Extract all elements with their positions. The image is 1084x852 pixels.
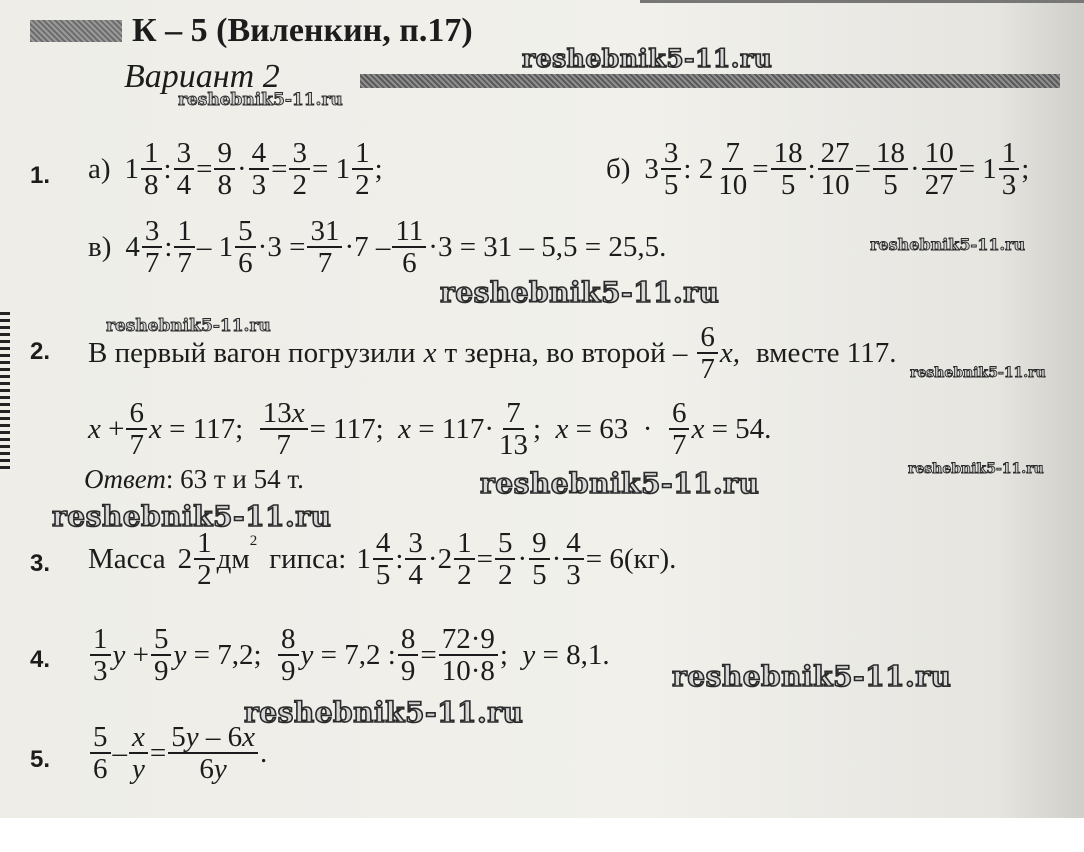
watermark: reshebnik5-11.ru: [908, 461, 1044, 477]
task2-text: В первый вагон погрузили: [88, 336, 416, 369]
watermark: reshebnik5-11.ru: [870, 235, 1026, 254]
part-label: а): [88, 152, 111, 185]
task1-part-v: в) 4 $\frac{3}{7}$ : $\frac{1}{7}$ – 1 $\frac{5}{6}$ ·3 = $\frac{31}{7}$ ·7 – $\frac{11}{6}$ ·3 = 31 – 5,5 = 25,5.: [88, 215, 667, 280]
variant-label: Вариант 2: [124, 58, 280, 95]
task-number: 5.: [30, 746, 51, 773]
answer-value: : 63 т и 54 т.: [165, 464, 304, 494]
part-label: б): [606, 152, 631, 185]
task1-part-b: б) 3 $\frac{3}{5}$ : 2 $\frac{7}{10}$ = $\frac{18}{5}$ : $\frac{27}{10}$ = $\frac{18}{5}$ · $\frac{10}{27}$ = 1 $\frac{1}{3}$ ;: [606, 137, 1030, 202]
task5-solution: $\frac{5}{6}$ – $\frac{x}{y}$ = $\frac{5y - 6x}{6y}$ .: [88, 722, 267, 785]
watermark: reshebnik5-11.ru: [178, 90, 343, 110]
watermark: reshebnik5-11.ru: [244, 696, 524, 729]
watermark: reshebnik5-11.ru: [52, 500, 332, 533]
task2-text: т зерна, во второй –: [444, 336, 688, 369]
page-title: К – 5 (Виленкин, п.17): [132, 12, 473, 49]
task-number: 3.: [30, 550, 51, 577]
task-number: 2.: [30, 338, 51, 365]
watermark: reshebnik5-11.ru: [106, 316, 271, 336]
task3-solution: Масса 2 $\frac{1}{2}$ дм 2 гипса: 1 $\frac{4}{5}$ : $\frac{3}{4}$ ·2 $\frac{1}{2}$ = $\frac{5}{2}$ · $\frac{9}{5}$ · $\frac{4}{3}$ = 6(кг).: [88, 527, 677, 592]
unit-superscript: 2: [249, 533, 258, 549]
header-bar-left: [30, 20, 122, 42]
task4-solution: $\frac{1}{3}$ y + $\frac{5}{9}$ y = 7,2; $\frac{8}{9}$ y = 7,2 : $\frac{8}{9}$ = $\frac{72\cdot 9}{10\cdot 8}$ ; y = 8,1.: [88, 624, 610, 687]
task-number: 1.: [30, 162, 51, 189]
watermark: reshebnik5-11.ru: [480, 467, 760, 500]
task2-solution: x + $\frac{6}{7}$ x = 117; $\frac{13x}{7}$ = 117; x = 117· $\frac{7}{13}$ ; x = 63 · $\frac{6}{7}$ x = 54.: [88, 397, 772, 462]
unit-label: дм: [216, 542, 250, 575]
part-label: в): [88, 230, 112, 263]
task-number: 4.: [30, 646, 51, 673]
task3-text: гипса:: [269, 542, 347, 575]
header-bar-right: [360, 74, 1060, 88]
answer-label: Ответ: [84, 464, 166, 494]
watermark: reshebnik5-11.ru: [672, 660, 952, 693]
task3-result: = 6(кг).: [585, 542, 677, 575]
left-edge-marks: [0, 312, 10, 472]
task2-answer: [84, 466, 304, 493]
task2-text: вместе 117.: [755, 336, 897, 369]
watermark: reshebnik5-11.ru: [910, 365, 1046, 381]
task2-statement: В первый вагон погрузили x т зерна, во второй – $\frac{6}{7}$ x, вместе 117.: [88, 321, 897, 386]
task1-part-a: а) 1 $\frac{1}{8}$ : $\frac{3}{4}$ = $\frac{9}{8}$ · $\frac{4}{3}$ = $\frac{3}{2}$ = 1 $\frac{1}{2}$ ;: [88, 137, 383, 202]
bottom-margin: [0, 818, 1084, 852]
variable-x: x: [423, 336, 437, 369]
top-rule: [640, 0, 1084, 3]
watermark: reshebnik5-11.ru: [522, 44, 773, 73]
task3-text: Масса: [88, 542, 166, 575]
watermark: reshebnik5-11.ru: [440, 276, 720, 309]
